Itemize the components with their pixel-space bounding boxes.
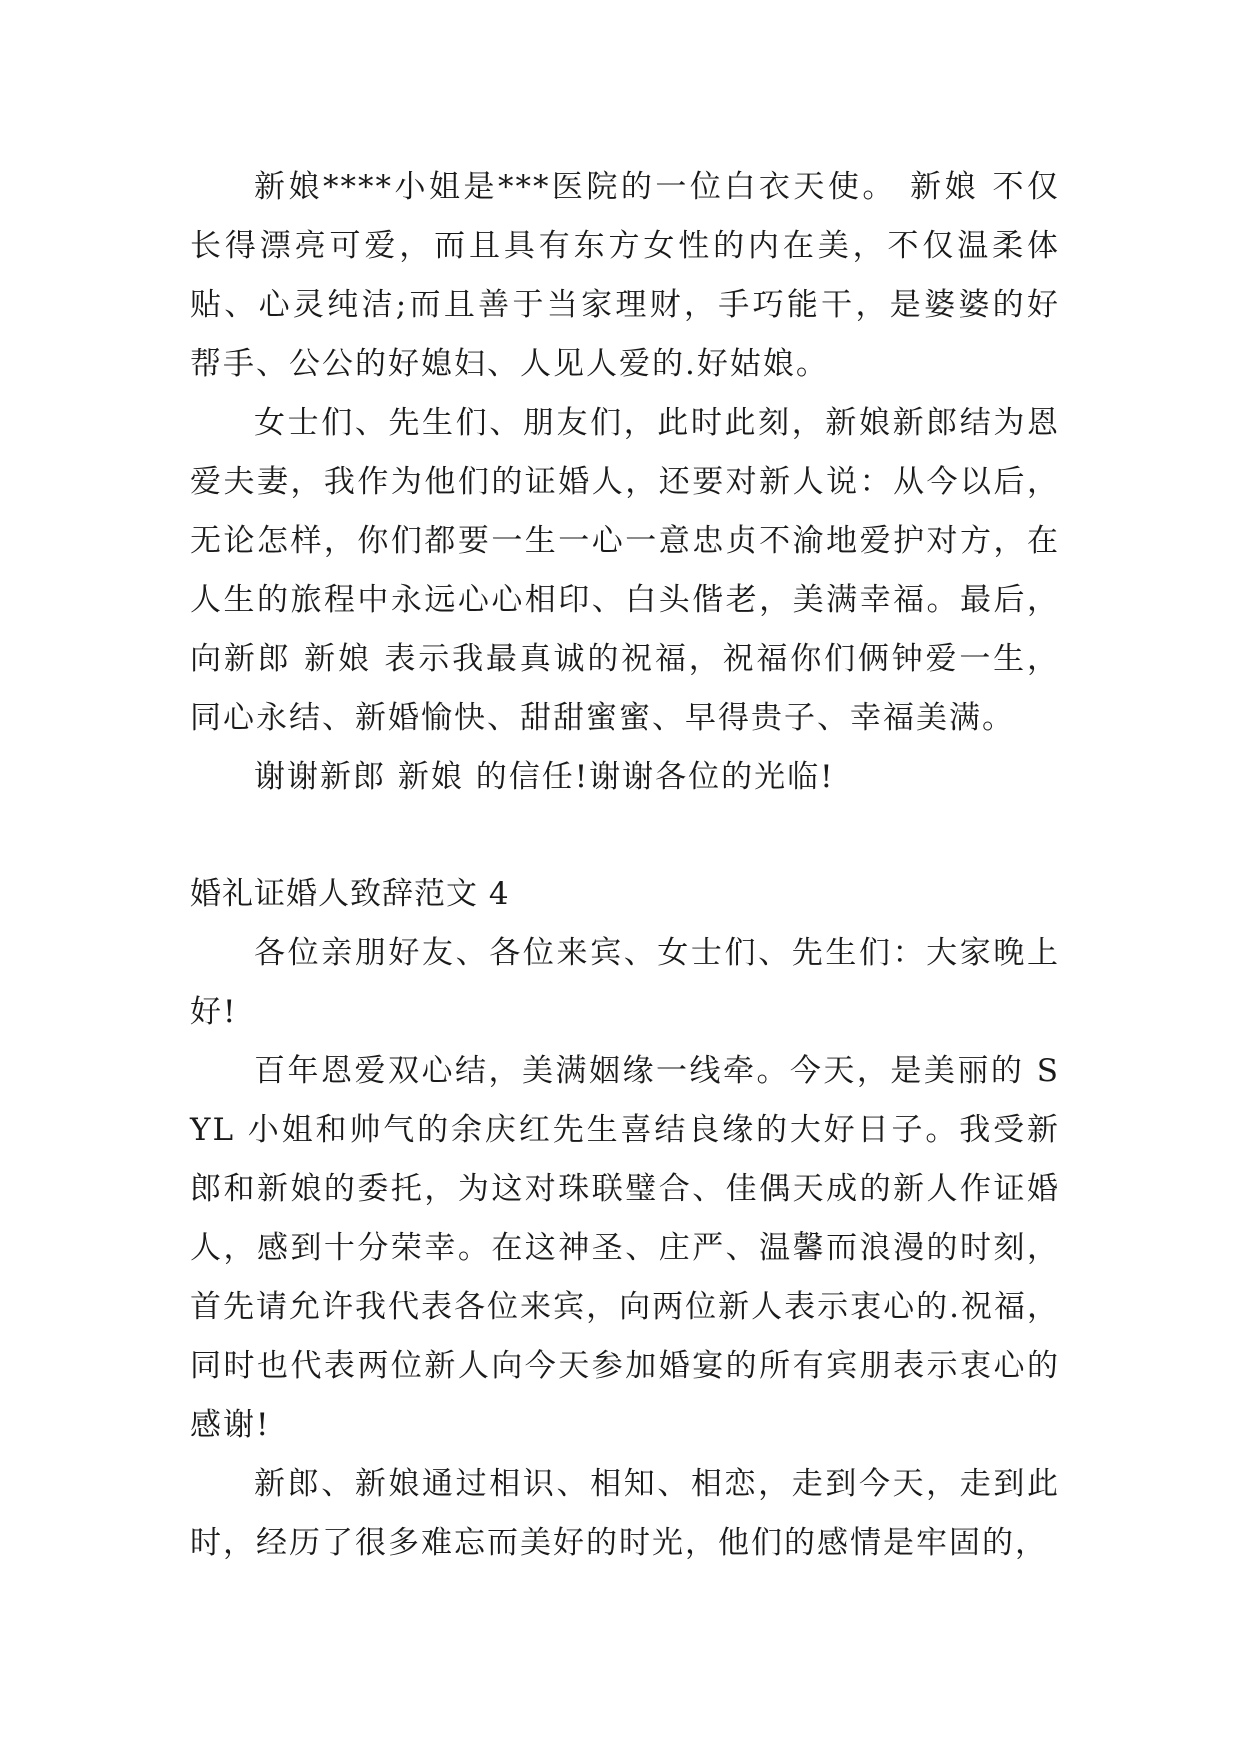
paragraph: 各位亲朋好友、各位来宾、女士们、先生们：大家晚上好! [190, 935, 1060, 1030]
section-heading: 婚礼证婚人致辞范文 4 [190, 876, 510, 912]
paragraph: 新娘****小姐是***医院的一位白衣天使。 新娘 不仅长得漂亮可爱，而且具有东方女性的内在美，不仅温柔体贴、心灵纯洁;而且善于当家理财，手巧能干，是婆婆的好帮手、公公的好媳妇、人见人爱的.好姑娘。 [190, 169, 1060, 382]
paragraph: 百年恩爱双心结，美满姻缘一线牵。今天，是美丽的 SYL 小姐和帅气的余庆红先生喜结良缘的大好日子。我受新郎和新娘的委托，为这对珠联璧合、佳偶天成的新人作证婚人，感到十分荣幸。在这神圣、庄严、温馨而浪漫的时刻，首先请允许我代表各位来宾，向两位新人表示衷心的.祝福，同时也代表两位新人向今天参加婚宴的所有宾朋表示衷心的感谢! [190, 1053, 1060, 1443]
document-body [190, 158, 1060, 1573]
paragraph: 女士们、先生们、朋友们，此时此刻，新娘新郎结为恩爱夫妻，我作为他们的证婚人，还要对新人说：从今以后，无论怎样，你们都要一生一心一意忠贞不渝地爱护对方，在人生的旅程中永远心心相印、白头偕老，美满幸福。最后，向新郎 新娘 表示我最真诚的祝福，祝福你们俩钟爱一生，同心永结、新婚愉快、甜甜蜜蜜、早得贵子、幸福美满。 [190, 405, 1060, 736]
paragraph: 谢谢新郎 新娘 的信任!谢谢各位的光临! [254, 759, 835, 795]
paragraph: 新郎、新娘通过相识、相知、相恋，走到今天，走到此时，经历了很多难忘而美好的时光，他们的感情是牢固的， [190, 1466, 1060, 1561]
